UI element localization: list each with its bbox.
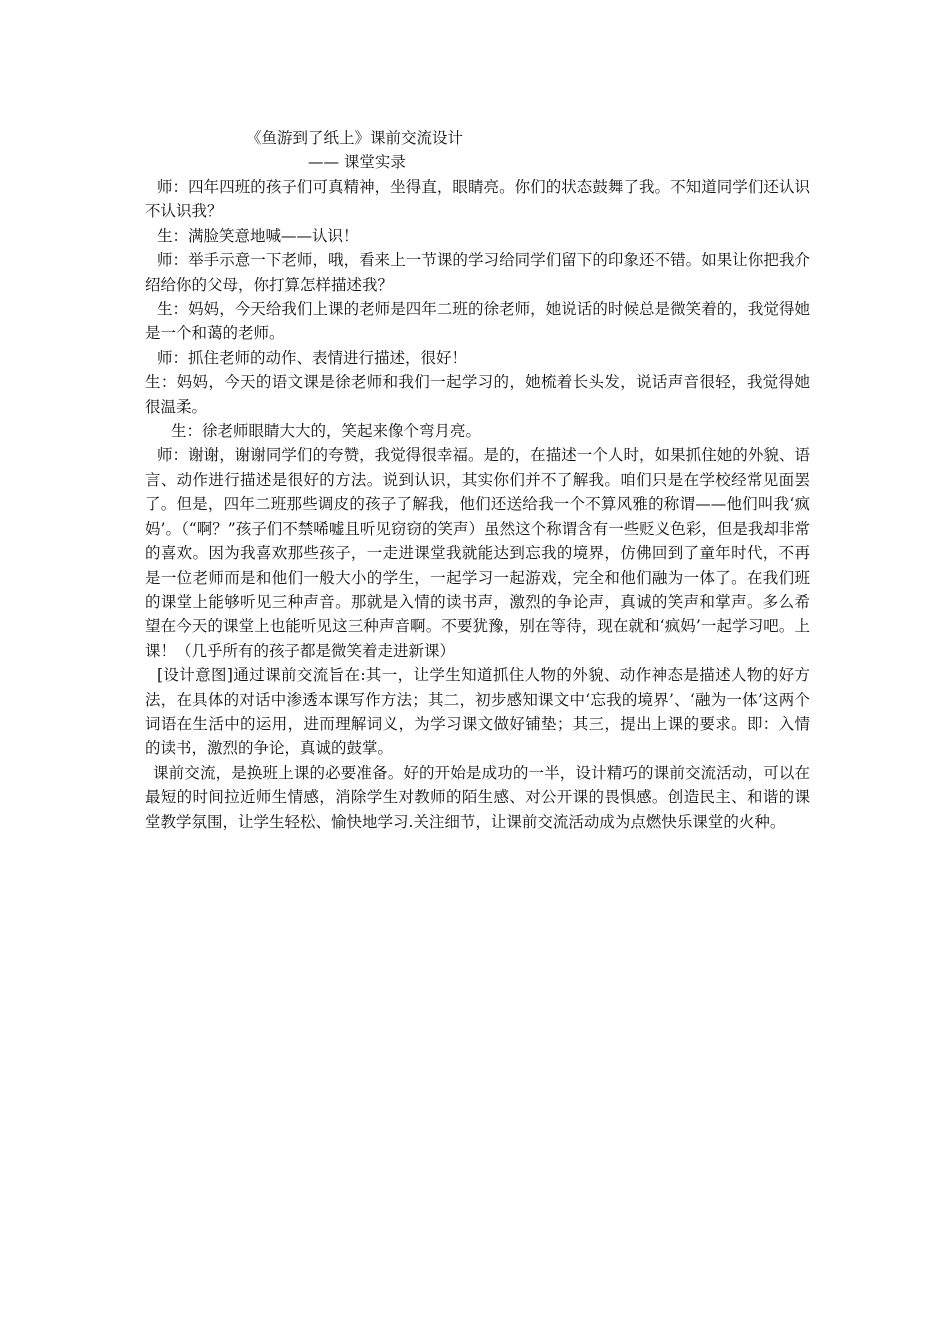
paragraph-student-4: 生：徐老师眼睛大大的，笑起来像个弯月亮。 bbox=[171, 422, 482, 441]
paragraph-teacher-3: 师：抓住老师的动作、表情进行描述，很好！ bbox=[157, 348, 468, 367]
document-body bbox=[145, 175, 810, 834]
paragraph-design-intent: [设计意图]通过课前交流旨在:其一，让学生知道抓住人物的外貌、动作神态是描述人物的好方法，在具体的对话中渗透本课写作方法；其二，初步感知课文中‘忘我的境界’、‘融为一体’这两个词语在生活中的运用，进而理解词义，为学习课文做好铺垫；其三，提出上课的要求。即：入情的读书，激烈的争论，真诚的鼓掌。 bbox=[145, 666, 810, 758]
document-title: 《鱼游到了纸上》课前交流设计 bbox=[246, 129, 464, 147]
paragraph-student-3: 生：妈妈，今天的语文课是徐老师和我们一起学习的，她梳着长头发，说话声音很轻，我觉得她很温柔。 bbox=[145, 373, 810, 416]
paragraph-summary: 课前交流，是换班上课的必要准备。好的开始是成功的一半，设计精巧的课前交流活动，可以在最短的时间拉近师生情感，消除学生对教师的陌生感、对公开课的畏惧感。创造民主、和谐的课堂教学氛围，让学生轻松、愉快地学习.关注细节，让课前交流活动成为点燃快乐课堂的火种。 bbox=[145, 763, 810, 831]
paragraph-teacher-1: 师：四年四班的孩子们可真精神，坐得直，眼睛亮。你们的状态鼓舞了我。不知道同学们还认识不认识我？ bbox=[145, 178, 810, 221]
paragraph-student-1: 生：满脸笑意地喊——认识！ bbox=[157, 226, 359, 245]
paragraph-student-2: 生：妈妈，今天给我们上课的老师是四年二班的徐老师，她说话的时候总是微笑着的，我觉得她是一个和蔼的老师。 bbox=[145, 300, 810, 343]
document-subtitle: —— 课堂实录 bbox=[308, 153, 406, 171]
paragraph-teacher-4: 师：谢谢，谢谢同学们的夸赞，我觉得很幸福。是的，在描述一个人时，如果抓住她的外貌、语言、动作进行描述是很好的方法。说到认识，其实你们并不了解我。咱们只是在学校经常见面罢了。但是，四年二班那些调皮的孩子了解我，他们还送给我一个不算风雅的称谓——他们叫我‘疯妈’。（“啊？”孩子们不禁唏嘘且听见窃窃的笑声）虽然这个称谓含有一些贬义色彩，但是我却非常的喜欢。因为我喜欢那些孩子，一走进课堂我就能达到忘我的境界，仿佛回到了童年时代，不再是一位老师而是和他们一般大小的学生，一起学习一起游戏，完全和他们融为一体了。在我们班的课堂上能够听见三种声音。那就是入情的读书声，激烈的争论声，真诚的笑声和掌声。多么希望在今天的课堂上也能听见这三种声音啊。不要犹豫，别在等待，现在就和‘疯妈’一起学习吧。上课！（几乎所有的孩子都是微笑着走进新课） bbox=[145, 446, 810, 660]
paragraph-teacher-2: 师：举手示意一下老师，哦，看来上一节课的学习给同学们留下的印象还不错。如果让你把我介绍给你的父母，你打算怎样描述我？ bbox=[145, 251, 810, 294]
